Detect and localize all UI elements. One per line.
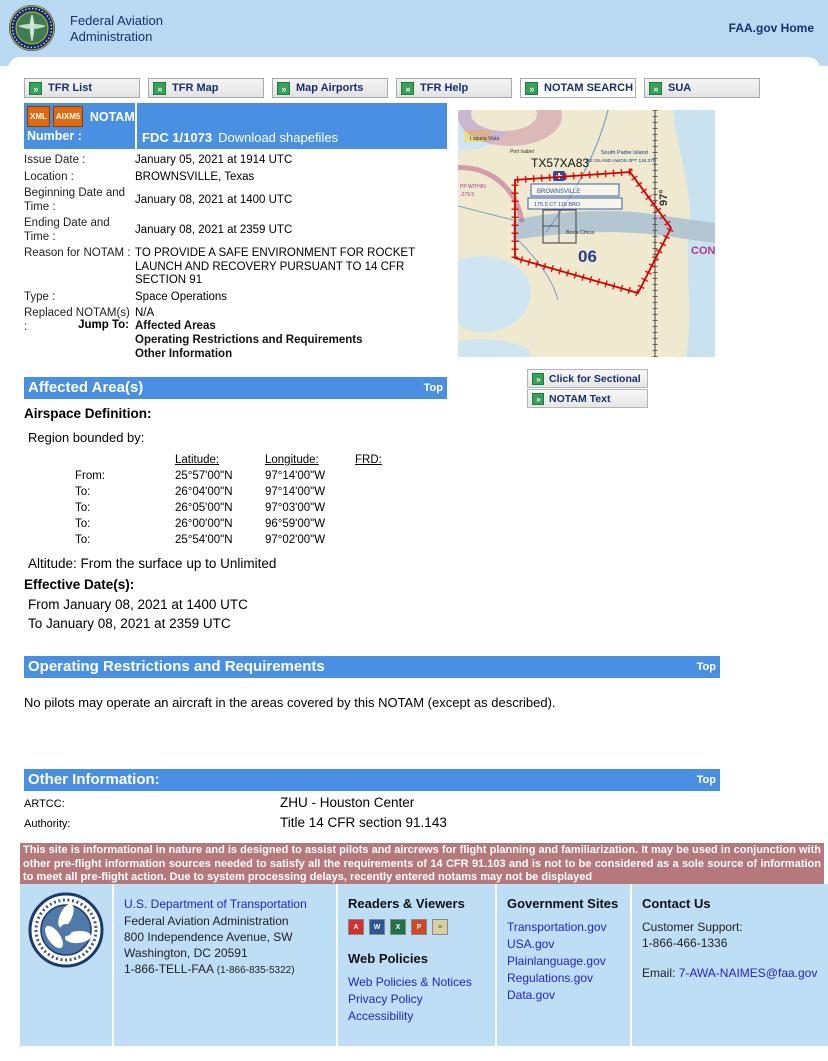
dot-link[interactable]: U.S. Department of Transportation (124, 897, 307, 911)
coord-dir: To: (75, 502, 91, 514)
customer-support-phone: 1-866-466-1336 (642, 936, 728, 950)
privacy-policy-link[interactable]: Privacy Policy (348, 992, 423, 1006)
coord-row (24, 516, 405, 532)
map-meridian-label: 97° (658, 189, 670, 206)
web-policies-notices-link[interactable]: Web Policies & Notices (348, 975, 472, 989)
effective-from-text: From January 08, 2021 at 1400 UTC (28, 597, 248, 612)
aixm-badge[interactable]: AIXM5 (53, 106, 83, 127)
field-label: Beginning Date and Time : (24, 187, 126, 213)
map-con-label: CON (691, 245, 715, 257)
artcc-value: ZHU - Houston Center (280, 795, 415, 810)
notam-text-button[interactable] (527, 389, 648, 408)
notam-number: FDC 1/1073 (142, 130, 213, 145)
readers-policies-column (336, 884, 495, 1046)
top-link[interactable]: Top (696, 774, 716, 786)
dot-seal-column (20, 884, 112, 1046)
contact-us-heading: Contact Us (642, 896, 711, 911)
readers-viewers-heading: Readers & Viewers (348, 896, 465, 911)
coords-header-row (24, 452, 405, 468)
coord-lat: 26°00'00"N (175, 518, 233, 530)
pdf-reader-icon[interactable]: A (348, 919, 364, 935)
customer-support-label: Customer Support: (642, 920, 743, 934)
section-title: Operating Restrictions and Requirements (28, 658, 325, 675)
map-airport-box-label: BROWNSVILLE (537, 189, 581, 195)
other-information-banner (24, 769, 720, 791)
web-policies-heading: Web Policies (348, 951, 428, 966)
map-town-label: Boca Chica (566, 230, 595, 236)
agency-title: Federal Aviation Administration (70, 13, 163, 44)
field-value: Space Operations (135, 290, 228, 303)
chevron-icon: » (525, 82, 538, 95)
map-island-label: South Padre Island (601, 150, 648, 156)
notam-number-value (137, 103, 447, 149)
map-note-label: -279.5 (460, 192, 475, 198)
reader-icons (348, 919, 485, 935)
section-title: Affected Area(s) (28, 379, 144, 396)
field-label: Location : (24, 170, 74, 183)
nav-tfr-help-button[interactable] (396, 78, 512, 98)
coord-lat: 25°57'00"N (175, 470, 233, 482)
nav-notam-search-button[interactable] (520, 78, 636, 98)
coord-row (24, 468, 405, 484)
faa-logo-icon (8, 4, 56, 57)
coord-lon: 96°59'00"W (265, 518, 326, 530)
field-label: Ending Date and Time : (24, 217, 110, 243)
field-value: January 05, 2021 at 1914 UTC (135, 154, 293, 166)
download-shapefiles-link[interactable]: Download shapefiles (218, 130, 339, 145)
operating-restrictions-text: No pilots may operate an aircraft in the areas covered by this NOTAM (except as described). (24, 695, 556, 710)
authority-value: Title 14 CFR section 91.143 (280, 815, 447, 830)
top-link[interactable]: Top (696, 661, 716, 673)
nav-label: TFR List (48, 82, 92, 94)
dot-address-column (112, 884, 336, 1046)
nav-tfr-map-button[interactable] (148, 78, 264, 98)
chevron-icon: » (277, 82, 290, 95)
email-link[interactable]: 7-AWA-NAIMES@faa.gov (678, 966, 818, 980)
region-bounded-text: Region bounded by: (28, 430, 145, 445)
coord-lon: 97°14'00"W (265, 486, 326, 498)
coord-lat: 26°05'00"N (175, 502, 233, 514)
field-label: Reason for NOTAM : (24, 247, 131, 259)
artcc-label: ARTCC: (24, 798, 65, 810)
chevron-icon: » (401, 82, 414, 95)
map-site-label: TX57XA83 (531, 156, 590, 170)
field-label: Issue Date : (24, 154, 86, 166)
map-town-label: Port Isabel (510, 149, 534, 155)
contact-us-column (630, 884, 828, 1046)
airspace-definition-heading: Airspace Definition: (24, 406, 152, 421)
jump-affected-areas-link[interactable]: Affected Areas (135, 320, 216, 332)
phone-line: 1-866-TELL-FAA (1-866-835-5322) (124, 962, 295, 976)
map-awos-label: RE ISLAND AWOS-3PT 118.375 (586, 159, 656, 164)
transportation-gov-link[interactable]: Transportation.gov (507, 920, 607, 934)
faa-name-text: Federal Aviation Administration (124, 914, 289, 928)
coord-dir: To: (75, 518, 91, 530)
nav-tfr-list-button[interactable] (24, 78, 140, 98)
text-viewer-icon[interactable]: ≡ (432, 919, 448, 935)
field-value: January 08, 2021 at 2359 UTC (135, 223, 293, 236)
coord-lon: 97°03'00"W (265, 502, 326, 514)
map-note-label: PP WITHIN (460, 184, 486, 190)
chevron-icon: » (532, 373, 544, 385)
map-town-label: Laguna Vista (470, 136, 500, 142)
coord-row (24, 532, 405, 548)
altitude-text: Altitude: From the surface up to Unlimited (28, 556, 277, 571)
word-viewer-icon[interactable]: W (369, 919, 385, 935)
nav-label: TFR Map (172, 82, 219, 94)
powerpoint-viewer-icon[interactable]: P (411, 919, 427, 935)
field-value: N/A (135, 307, 155, 319)
nav-label: SUA (668, 82, 692, 94)
field-value: TO PROVIDE A SAFE ENVIRONMENT FOR ROCKET LAUNCH AND RECOVERY PURSUANT TO 14 CFR SECTION 91 (135, 247, 415, 286)
xml-badge[interactable]: XML (27, 106, 50, 127)
map-buttons (527, 369, 648, 408)
button-label: Click for Sectional (549, 372, 641, 385)
top-link[interactable]: Top (423, 382, 443, 394)
coordinates-table (24, 452, 405, 548)
section-title: Other Information: (28, 771, 160, 788)
coord-dir: From: (75, 470, 106, 482)
address-line: Washington, DC 20591 (124, 946, 248, 960)
chevron-icon: » (532, 393, 544, 405)
coord-dir: To: (75, 486, 91, 498)
coord-lon: 97°14'00"W (265, 470, 326, 482)
nav-map-airports-button[interactable] (272, 78, 388, 98)
click-for-sectional-button[interactable] (527, 369, 648, 388)
address-line: 800 Independence Avenue, SW (124, 930, 293, 944)
excel-viewer-icon[interactable]: X (390, 919, 406, 935)
coord-dir: To: (75, 534, 91, 546)
faa-home-link[interactable]: FAA.gov Home (728, 21, 814, 35)
map-grid-number: 06 (578, 247, 597, 266)
coord-lon: 97°02'00"W (265, 534, 326, 546)
government-sites-column (495, 884, 630, 1046)
affected-areas-banner (24, 377, 447, 399)
button-label: NOTAM Text (549, 392, 611, 405)
usa-gov-link[interactable]: USA.gov (507, 937, 555, 951)
nav-label: Map Airports (296, 82, 364, 94)
effective-dates-heading: Effective Date(s): (24, 577, 135, 592)
frd-header: FRD: (355, 454, 382, 466)
plainlanguage-gov-link[interactable]: Plainlanguage.gov (507, 954, 606, 968)
tfr-sectional-map[interactable] (458, 110, 715, 357)
field-label: Type : (24, 290, 56, 303)
notam-details (24, 154, 447, 334)
dot-seal-icon (28, 957, 104, 971)
chevron-icon: » (649, 82, 662, 95)
field-value: BROWNSVILLE, Texas (135, 170, 255, 183)
regulations-gov-link[interactable]: Regulations.gov (507, 971, 594, 985)
authority-label: Authority: (24, 818, 71, 830)
effective-to-text: To January 08, 2021 at 2359 UTC (28, 616, 231, 631)
nav-row (24, 78, 760, 98)
jump-to-block (24, 319, 447, 361)
disclaimer-text: This site is informational in nature and is designed to assist pilots and aircrews for flight planning and familiarization. It may be used in conjunction with other pre-flight information sources needed to satisfy all the requirements of 14 CFR 91.103 and is not to be considered as a sole source of information to meet all pre-flight action. Due to system processing delays, recently entered notams may not be displayed (20, 843, 824, 884)
footer (20, 884, 828, 1046)
field-label: Replaced NOTAM(s) : (24, 307, 130, 333)
latitude-header: Latitude: (175, 454, 220, 466)
email-line: Email: 7-AWA-NAIMES@faa.gov (642, 966, 818, 980)
nav-sua-button[interactable] (644, 78, 760, 98)
chevron-icon: » (29, 82, 42, 95)
field-value: January 08, 2021 at 1400 UTC (135, 193, 293, 206)
jump-operating-restrictions-link[interactable]: Operating Restrictions and Requirements (135, 334, 363, 346)
coord-lat: 25°54'00"N (175, 534, 233, 546)
nav-label: NOTAM SEARCH (544, 82, 634, 94)
jump-other-information-link[interactable]: Other Information (135, 348, 233, 360)
jump-to-label: Jump To: (78, 319, 129, 331)
chevron-icon: » (153, 82, 166, 95)
notam-number-label: XML AIXM5 NOTAM Number : (24, 103, 135, 149)
data-gov-link[interactable]: Data.gov (507, 988, 556, 1002)
coord-row (24, 500, 405, 516)
operating-restrictions-banner (24, 656, 720, 678)
nav-label: TFR Help (420, 82, 469, 94)
accessibility-link[interactable]: Accessibility (348, 1009, 414, 1023)
notam-header (24, 103, 447, 149)
map-airport-box-freq: 175.5 CT 118 BRO (534, 202, 581, 208)
coord-row (24, 484, 405, 500)
government-sites-heading: Government Sites (507, 896, 619, 911)
longitude-header: Longitude: (265, 454, 319, 466)
coord-lat: 26°04'00"N (175, 486, 233, 498)
